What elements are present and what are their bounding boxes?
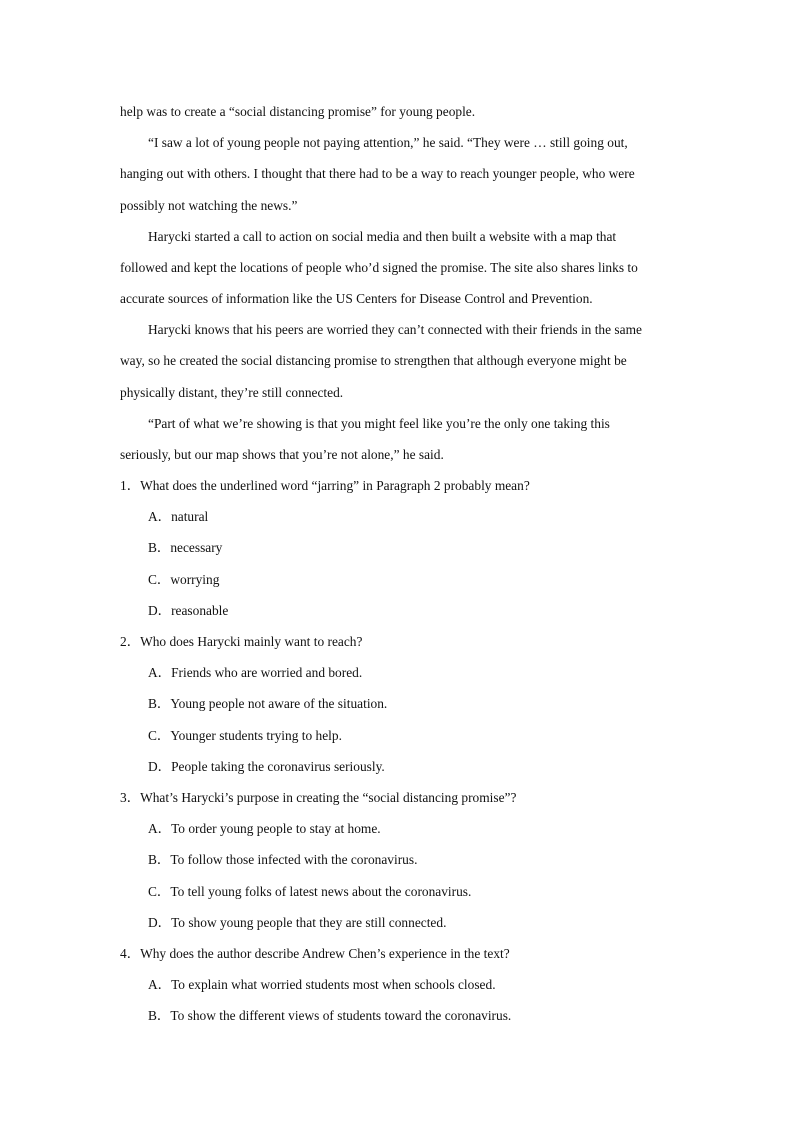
option-text: Young people not aware of the situation. [170, 696, 388, 711]
option-letter: D． [148, 759, 172, 774]
passage-line: followed and kept the locations of people who’d signed the promise. The site also shares links to [120, 260, 638, 275]
option-text: People taking the coronavirus seriously. [171, 759, 385, 774]
question-3 [120, 790, 680, 806]
option-3c [148, 884, 708, 900]
question-text: Why does the author describe Andrew Chen’s experience in the text? [140, 946, 510, 961]
option-text: To follow those infected with the coronavirus. [170, 852, 418, 867]
question-2 [120, 634, 680, 650]
option-1a [148, 509, 708, 525]
option-letter: D． [148, 915, 172, 930]
option-text: To show the different views of students toward the coronavirus. [170, 1008, 512, 1023]
passage-line: Harycki started a call to action on social media and then built a website with a map that [148, 229, 617, 244]
passage-line: help was to create a “social distancing promise” for young people. [120, 104, 476, 119]
passage-line: possibly not watching the news.” [120, 198, 298, 213]
passage-line: hanging out with others. I thought that there had to be a way to reach younger people, who were [120, 166, 635, 181]
option-2b [148, 696, 708, 712]
option-text: reasonable [171, 603, 229, 618]
passage-line: Harycki knows that his peers are worried they can’t connected with their friends in the same [148, 322, 642, 337]
question-number: 2． [120, 634, 141, 649]
option-letter: B． [148, 696, 171, 711]
option-3b [148, 852, 708, 868]
option-letter: A． [148, 977, 172, 992]
passage-line: seriously, but our map shows that you’re not alone,” he said. [120, 447, 444, 462]
passage-line: “I saw a lot of young people not paying attention,” he said. “They were … still going out, [148, 135, 628, 150]
option-letter: C． [148, 572, 171, 587]
passage-line: physically distant, they’re still connected. [120, 385, 344, 400]
option-letter: D． [148, 603, 172, 618]
question-number: 1． [120, 478, 141, 493]
option-letter: B． [148, 1008, 171, 1023]
option-letter: B． [148, 540, 171, 555]
option-letter: C． [148, 728, 171, 743]
option-4a [148, 977, 708, 993]
passage-line: way, so he created the social distancing promise to strengthen that although everyone might be [120, 353, 627, 368]
option-text: To tell young folks of latest news about the coronavirus. [170, 884, 472, 899]
option-text: Friends who are worried and bored. [171, 665, 363, 680]
option-letter: C． [148, 884, 171, 899]
option-3d [148, 915, 708, 931]
option-letter: A． [148, 821, 172, 836]
option-text: natural [171, 509, 209, 524]
option-letter: A． [148, 509, 172, 524]
question-text: What’s Harycki’s purpose in creating the “social distancing promise”? [140, 790, 517, 805]
option-text: Younger students trying to help. [170, 728, 342, 743]
option-letter: A． [148, 665, 172, 680]
question-text: Who does Harycki mainly want to reach? [140, 634, 363, 649]
option-1d [148, 603, 708, 619]
question-4 [120, 946, 680, 962]
option-2a [148, 665, 708, 681]
option-text: necessary [170, 540, 223, 555]
question-number: 3． [120, 790, 141, 805]
option-2c [148, 728, 708, 744]
option-2d [148, 759, 708, 775]
passage-line: “Part of what we’re showing is that you might feel like you’re the only one taking this [148, 416, 610, 431]
option-text: To order young people to stay at home. [171, 821, 381, 836]
option-1b [148, 540, 708, 556]
option-letter: B． [148, 852, 171, 867]
question-text: What does the underlined word “jarring” in Paragraph 2 probably mean? [140, 478, 530, 493]
passage-line: accurate sources of information like the US Centers for Disease Control and Prevention. [120, 291, 593, 306]
option-4b [148, 1008, 708, 1024]
question-number: 4． [120, 946, 141, 961]
question-1 [120, 478, 680, 494]
option-text: worrying [170, 572, 220, 587]
option-text: To show young people that they are still connected. [171, 915, 447, 930]
option-text: To explain what worried students most when schools closed. [171, 977, 496, 992]
option-3a [148, 821, 708, 837]
option-1c [148, 572, 708, 588]
